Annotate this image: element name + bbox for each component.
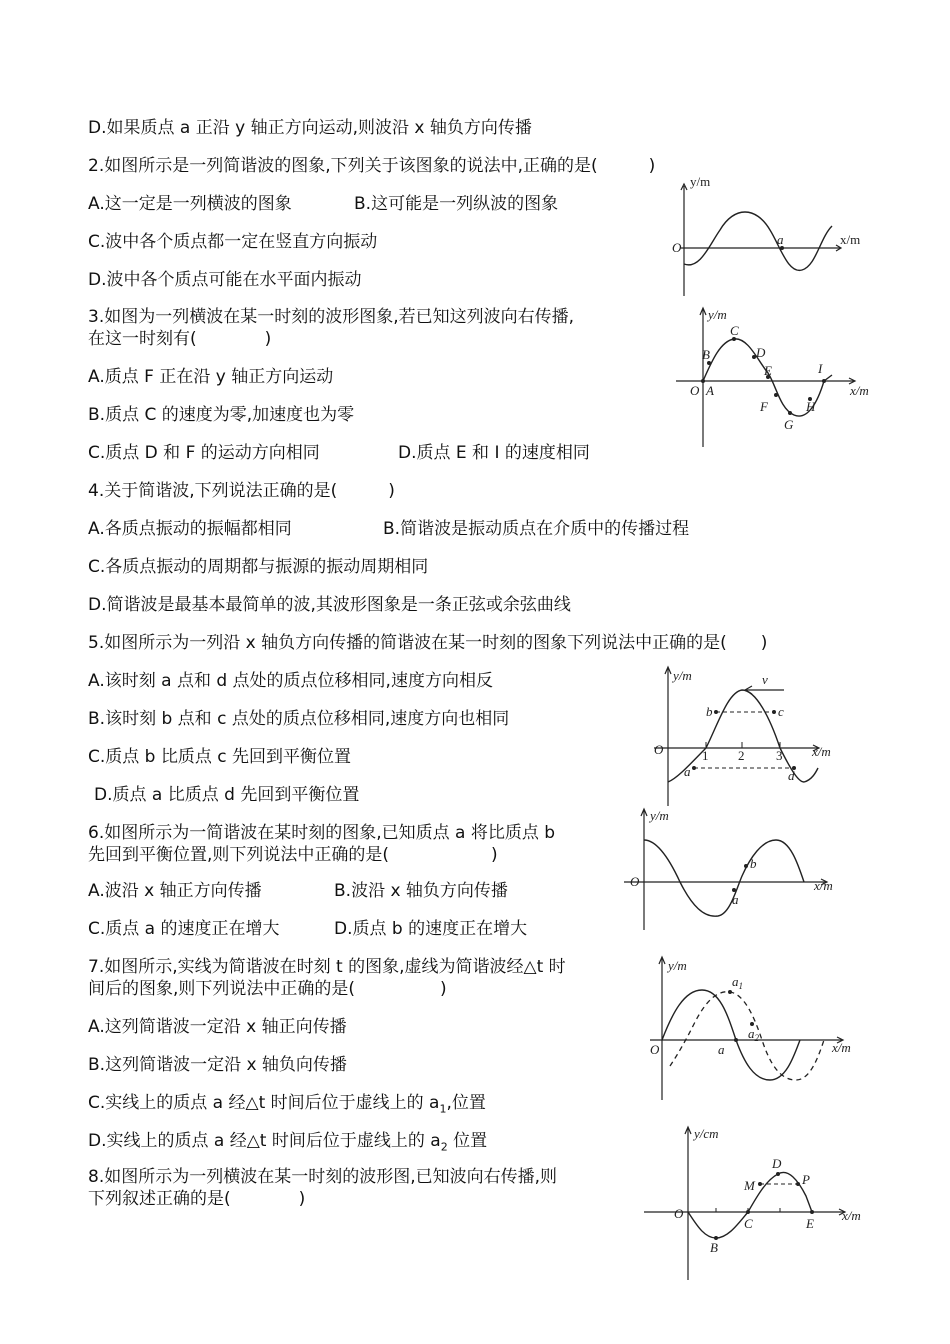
point-P (796, 1182, 800, 1186)
y-axis-label: y/cm (694, 1126, 719, 1141)
point-b (744, 864, 748, 868)
q2-stem: 2.如图所示是一列简谐波的图象,下列关于该图象的说法中,正确的是( ) (88, 156, 656, 176)
point-c (772, 710, 776, 714)
q8-stem-line1: 8.如图所示为一列横波在某一时刻的波形图,已知波向右传播,则 (88, 1167, 558, 1187)
q4-stem: 4.关于简谐波,下列说法正确的是( ) (88, 481, 395, 501)
q4-option-b: B.简谐波是振动质点在介质中的传播过程 (383, 519, 690, 539)
label-I: I (818, 361, 823, 376)
q4-option-c: C.各质点振动的周期都与振源的振动周期相同 (88, 557, 429, 577)
point-M (758, 1182, 762, 1186)
x-axis-label: x/m (840, 232, 861, 247)
label-E: E (764, 363, 772, 378)
label-D: D (772, 1156, 782, 1171)
q3-option-a: A.质点 F 正在沿 y 轴正方向运动 (88, 367, 334, 387)
q7-option-c-tail: ,位置 (446, 1093, 486, 1113)
label-C: C (744, 1216, 753, 1231)
q4-option-a: A.各质点振动的振幅都相同 (88, 519, 292, 539)
label-a: a (718, 1042, 725, 1057)
q6-option-a: A.波沿 x 轴正方向传播 (88, 881, 262, 901)
q1-option-d: D.如果质点 a 正沿 y 轴正方向运动,则波沿 x 轴负方向传播 (88, 118, 532, 138)
origin-label: O (650, 1042, 660, 1057)
point-a-label: a (777, 232, 784, 247)
q7-stem-line2: 间后的图象,则下列说法中正确的是( ) (88, 979, 447, 999)
dashed-wave (670, 992, 824, 1080)
y-axis-label: y/m (650, 808, 669, 823)
q5-wave-figure (646, 664, 846, 813)
q3-stem-line2: 在这一时刻有( ) (88, 329, 272, 349)
label-d: d (788, 768, 795, 783)
q5-option-d: D.质点 a 比质点 d 先回到平衡位置 (94, 785, 360, 805)
label-D: D (756, 345, 766, 360)
q7-stem-line1: 7.如图所示,实线为简谐波在时刻 t 的图象,虚线为简谐波经△t 时 (88, 957, 566, 977)
point-G (788, 411, 792, 415)
x-axis-label: x/m (812, 744, 831, 759)
q5-option-a: A.该时刻 a 点和 d 点处的质点位移相同,速度方向相反 (88, 671, 493, 691)
q3-option-c: C.质点 D 和 F 的运动方向相同 (88, 443, 320, 463)
point-a1 (728, 990, 732, 994)
velocity-label: v (762, 672, 768, 687)
q2-wave-figure (670, 174, 870, 307)
x-axis-label: x/m (832, 1040, 851, 1055)
q7-option-d-tail: 位置 (447, 1131, 488, 1151)
label-a: a (732, 892, 739, 907)
label-a: a (684, 764, 691, 779)
label-H: H (806, 399, 816, 414)
label-G: G (784, 417, 794, 432)
q2-option-a: A.这一定是一列横波的图象 (88, 194, 292, 214)
q7-wave-figure (646, 954, 876, 1108)
q5-option-c: C.质点 b 比质点 c 先回到平衡位置 (88, 747, 352, 767)
label-C: C (730, 323, 739, 338)
q7-option-c-sub: 1 (439, 1102, 447, 1116)
q5-option-b: B.该时刻 b 点和 c 点处的质点位移相同,速度方向也相同 (88, 709, 510, 729)
origin-label: O (654, 742, 664, 757)
q6-option-b: B.波沿 x 轴负方向传播 (334, 881, 508, 901)
wave-curve (644, 840, 804, 916)
solid-wave (662, 990, 800, 1080)
q6-stem-line2: 先回到平衡位置,则下列说法中正确的是( ) (88, 845, 498, 865)
x-axis-label: x/m (842, 1208, 861, 1223)
point-C (746, 1210, 750, 1214)
label-M: M (744, 1178, 755, 1193)
q7-option-a: A.这列简谐波一定沿 x 轴正向传播 (88, 1017, 347, 1037)
q2-option-d: D.波中各个质点可能在水平面内振动 (88, 270, 362, 290)
q7-option-d-sub: 2 (440, 1140, 448, 1154)
tick-2-label: 2 (738, 748, 745, 763)
y-axis-label: y/m (668, 958, 687, 973)
q3-option-b: B.质点 C 的速度为零,加速度也为零 (88, 405, 355, 425)
point-I (822, 379, 826, 383)
point-E (810, 1210, 814, 1214)
tick-1-label: 1 (702, 748, 709, 763)
label-E: E (806, 1216, 814, 1231)
q2-option-b: B.这可能是一列纵波的图象 (354, 194, 559, 214)
x-axis-label: x/m (850, 383, 869, 398)
x-axis-label: x/m (814, 878, 833, 893)
label-A: A (706, 383, 714, 398)
point-A (701, 379, 705, 383)
label-B: B (702, 347, 710, 362)
label-B: B (710, 1240, 718, 1255)
label-c: c (778, 704, 784, 719)
y-axis-label: y/m (673, 668, 692, 683)
wave-curve (684, 212, 832, 270)
label-a1: $a_1$ (732, 974, 743, 991)
label-b: b (750, 856, 757, 871)
tick-3-label: 3 (776, 748, 783, 763)
q3-stem-line1: 3.如图为一列横波在某一时刻的波形图象,若已知这列波向右传播, (88, 307, 575, 327)
q7-option-d-text: D.实线上的质点 a 经△t 时间后位于虚线上的 a (88, 1131, 441, 1151)
point-b (714, 710, 718, 714)
label-P: P (802, 1172, 810, 1187)
q7-option-b: B.这列简谐波一定沿 x 轴负向传播 (88, 1055, 347, 1075)
origin-label: O (674, 1206, 684, 1221)
label-a2: $a_2$ (748, 1026, 759, 1043)
q2-option-c: C.波中各个质点都一定在竖直方向振动 (88, 232, 378, 252)
q6-stem-line1: 6.如图所示为一简谐波在某时刻的图象,已知质点 a 将比质点 b (88, 823, 556, 843)
q7-option-c (88, 1092, 486, 1120)
q8-stem-line2: 下列叙述正确的是( ) (88, 1189, 306, 1209)
q6-option-c: C.质点 a 的速度正在增大 (88, 919, 280, 939)
q3-wave-figure (672, 305, 882, 454)
y-axis-label: y/m (708, 307, 727, 322)
point-a (734, 1038, 738, 1042)
point-a (692, 766, 696, 770)
q6-wave-figure (620, 806, 850, 940)
origin-label: O (690, 383, 700, 398)
q7-option-d (88, 1130, 487, 1158)
origin-label: O (630, 874, 640, 889)
q4-option-d: D.简谐波是最基本最简单的波,其波形图象是一条正弦或余弦曲线 (88, 595, 571, 615)
y-axis-label: y/m (690, 174, 711, 189)
q8-wave-figure (664, 1124, 884, 1288)
origin-label: O (672, 240, 682, 255)
q6-option-d: D.质点 b 的速度正在增大 (334, 919, 528, 939)
point-D (776, 1172, 780, 1176)
point-F (774, 393, 778, 397)
q3-option-d: D.质点 E 和 I 的速度相同 (398, 443, 590, 463)
label-b: b (706, 704, 713, 719)
label-F: F (760, 399, 768, 414)
q5-stem: 5.如图所示为一列沿 x 轴负方向传播的简谐波在某一时刻的图象下列说法中正确的是( ) (88, 633, 768, 653)
q7-option-c-text: C.实线上的质点 a 经△t 时间后位于虚线上的 a (88, 1093, 440, 1113)
